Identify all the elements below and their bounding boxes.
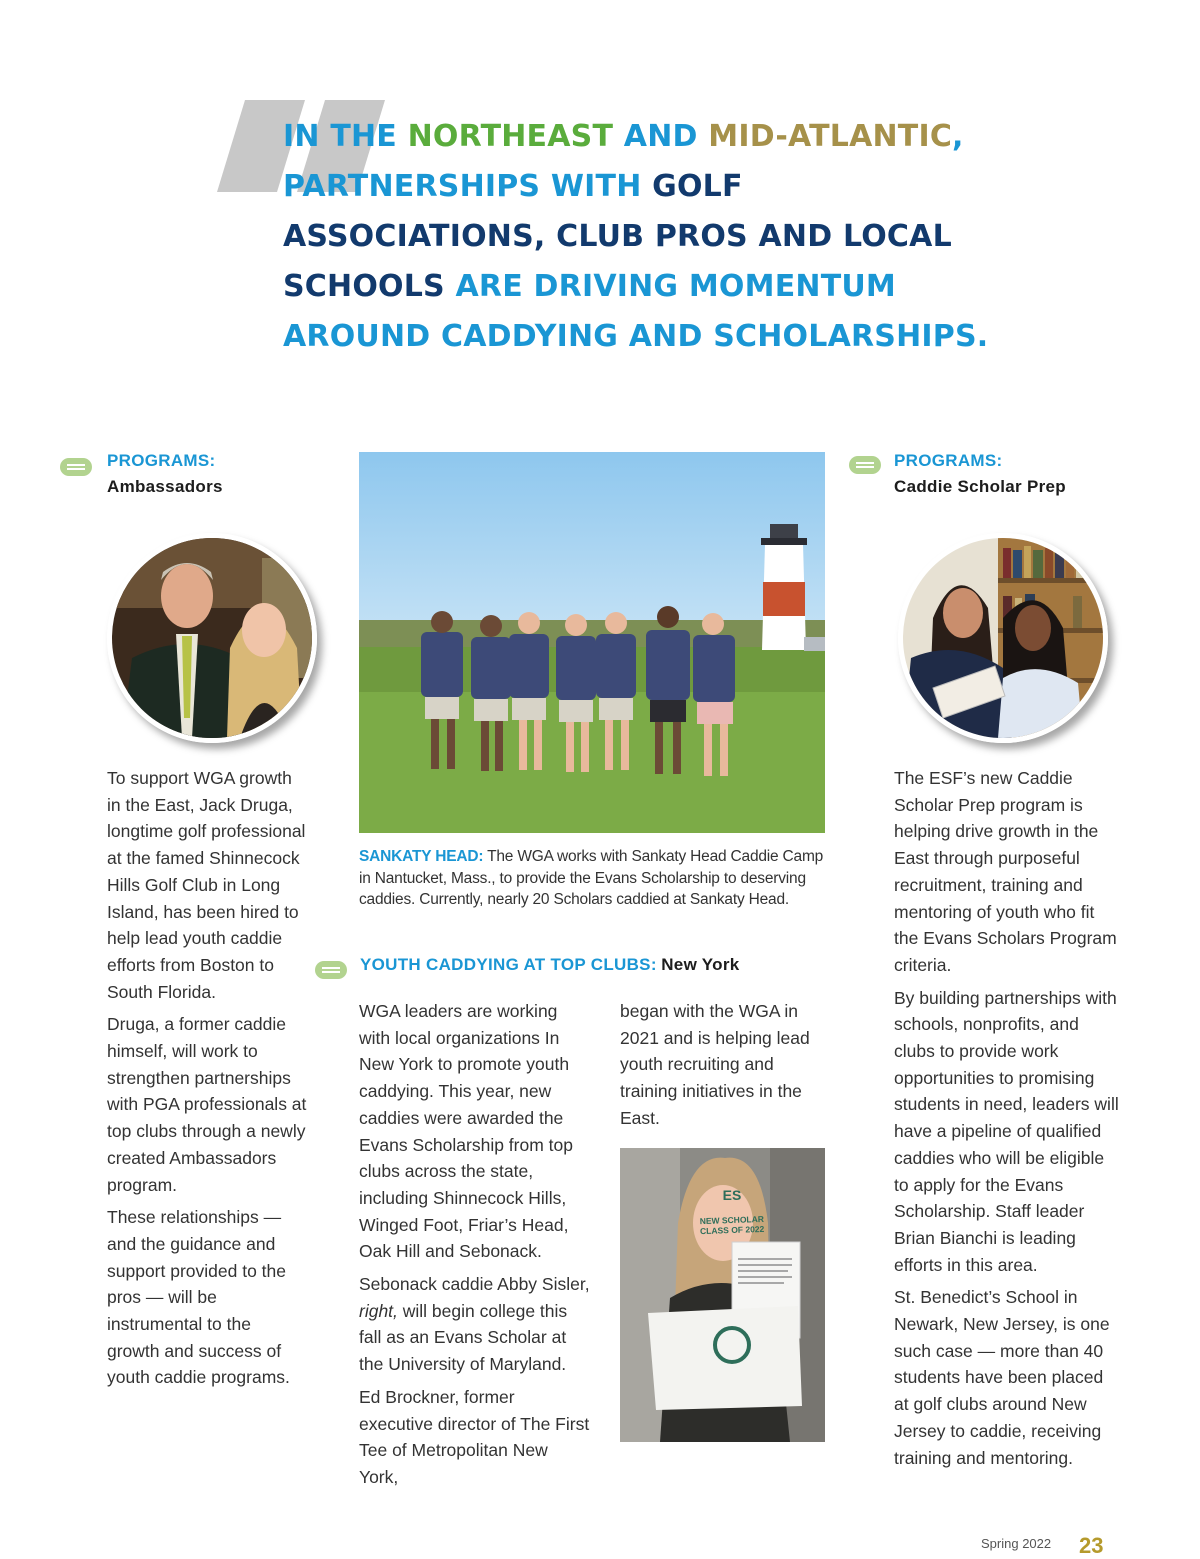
caption-body: The WGA works with Sankaty Head Caddie Camp in Nantucket, Mass., to provide the Evans Scholarship to deserving caddies. Currently, nearly 20 Scholars caddied at Sankaty Head. <box>359 848 824 908</box>
center-title: New York <box>661 955 740 974</box>
paragraph: Ed Brockner, former executive director of The First Tee of Metropolitan New York, <box>359 1386 590 1487</box>
scholar-prep-photo-art <box>903 538 1103 738</box>
ambassador-photo-art <box>112 538 312 738</box>
flag-logo: ES <box>722 1187 742 1203</box>
right-body <box>894 765 1122 1477</box>
pull-quote-segment: GOLF ASSOCIATIONS, CLUB PROS AND LOCAL SCHOOLS <box>283 169 952 304</box>
pull-quote <box>283 112 1003 362</box>
left-title: Ambassadors <box>107 477 223 496</box>
text-run: Sebonack caddie Abby Sisler, <box>359 1274 590 1295</box>
left-body <box>107 765 307 1397</box>
left-kicker: PROGRAMS: <box>107 451 216 470</box>
pull-quote-segment: MID-ATLANTIC <box>708 119 953 154</box>
center-body-col1 <box>359 998 591 1497</box>
scholar-prep-photo <box>898 533 1108 743</box>
flag-text-line: CLASS OF 2022 <box>699 1223 765 1237</box>
section-pill-icon <box>60 458 92 476</box>
flag-text-line: NEW SCHOLAR <box>699 1213 765 1227</box>
pull-quote-segment: ARE DRIVING MOMENTUM AROUND CADDYING AND SCHOLARSHIPS. <box>283 269 989 354</box>
sankaty-head-photo <box>359 452 825 833</box>
right-title: Caddie Scholar Prep <box>894 477 1066 496</box>
sankaty-head-photo-art <box>359 452 825 833</box>
paragraph: To support WGA growth in the East, Jack Druga, longtime golf professional at the famed Shinnecock Hills Golf Club in Long Island, has been hired to help lead youth caddie efforts from Boston to South Florida. <box>107 768 306 1002</box>
photo-caption <box>359 846 827 911</box>
right-kicker: PROGRAMS: <box>894 451 1003 470</box>
text-run-italic: right, <box>359 1300 398 1321</box>
issue-season: Spring 2022 <box>981 1536 1052 1551</box>
ambassador-photo <box>107 533 317 743</box>
scholar-photo <box>620 1148 825 1442</box>
section-pill-icon <box>315 961 347 979</box>
paragraph: The ESF’s new Caddie Scholar Prep program is helping drive growth in the East through purposeful recruitment, training and mentoring of youth who fit the Evans Scholars Program criteria. <box>894 768 1117 975</box>
pull-quote-segment: AND <box>613 119 709 154</box>
paragraph <box>359 1271 591 1378</box>
paragraph: WGA leaders are working with local organizations In New York to promote youth caddying. This year, new caddies were awarded the Evans Scholarship from top clubs across the state, including Shinnecock Hills, Winged Foot, Friar’s Head, Oak Hill and Sebonack. <box>359 1001 573 1262</box>
paragraph: Druga, a former caddie himself, will work to strengthen partnerships with PGA professionals at top clubs through a newly created Ambassadors program. <box>107 1014 307 1195</box>
center-body-col2 <box>620 998 820 1138</box>
pull-quote-segment: , PARTNERSHIPS WITH <box>283 119 964 204</box>
paragraph: St. Benedict’s School in Newark, New Jersey, is one such case — more than 40 students have been placed at golf clubs around New Jersey to caddie, receiving training and mentoring. <box>894 1287 1110 1468</box>
paragraph: These relationships — and the guidance and support provided to the pros — will be instrumental to the growth and success of youth caddie programs. <box>107 1207 290 1388</box>
paragraph: began with the WGA in 2021 and is helping lead youth recruiting and training initiatives in the East. <box>620 1001 810 1128</box>
text-run: will begin college this fall as an Evans Scholar at the University of Maryland. <box>359 1300 568 1375</box>
pull-quote-segment: IN THE <box>283 119 408 154</box>
center-kicker: YOUTH CADDYING AT TOP CLUBS: <box>360 955 657 974</box>
center-section-head <box>360 955 740 975</box>
page-number: 23 <box>1079 1533 1104 1558</box>
section-pill-icon <box>849 456 881 474</box>
pull-quote-segment: NORTHEAST <box>407 119 614 154</box>
flag-text <box>680 1213 785 1237</box>
caption-head: SANKATY HEAD: <box>359 848 484 865</box>
paragraph: By building partnerships with schools, nonprofits, and clubs to provide work opportunities to promising students in need, leaders will have a pipeline of qualified caddies who will be eligible to apply for the Evans Scholarship. Staff leader Brian Bianchi is leading efforts in this area. <box>894 987 1119 1275</box>
